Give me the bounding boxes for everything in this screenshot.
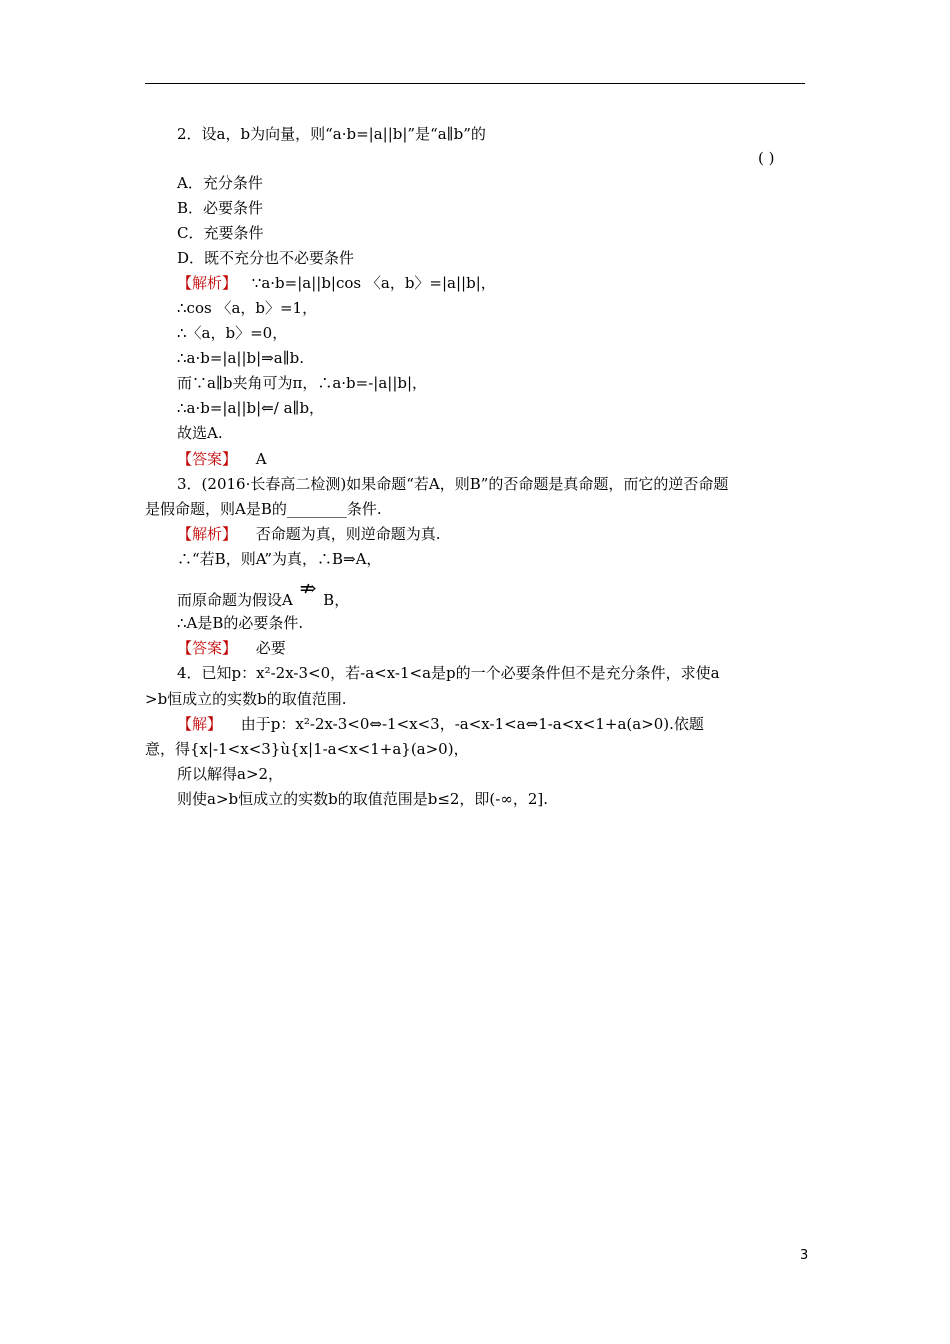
q2-analysis-line-1 — [177, 273, 496, 293]
q4-solution-text-1: 由于p：x²-2x-3<0⇔-1<x<3，-a<x-1<a⇔1-a<x<1+a(a>0).依题 — [240, 715, 704, 733]
q2-answer-value: A — [255, 450, 267, 468]
q3-stem-line-2: 是假命题，则A是B的________条件. — [145, 500, 382, 518]
q2-analysis-line-3: ∴〈a，b〉=0， — [177, 324, 288, 342]
page-number: 3 — [800, 1248, 809, 1263]
q3-analysis-line-3 — [177, 576, 350, 610]
q3-analysis-after-arrow: B， — [323, 591, 350, 609]
q4-solution-line-1 — [177, 714, 704, 734]
q3-analysis-line-2: ∴“若B，则A”为真，∴B⇒A， — [177, 550, 382, 568]
q3-stem-line-1: 3．(2016·长春高二检测)如果命题“若A，则B”的否命题是真命题，而它的逆否命题 — [177, 475, 729, 493]
q2-answer-line — [177, 449, 267, 469]
q4-solution-tag: 【解】 — [177, 715, 223, 733]
q4-stem-line-1: 4．已知p：x²-2x-3<0，若-a<x-1<a是p的一个必要条件但不是充分条件，求使a — [177, 664, 720, 682]
q3-analysis-line-4: ∴A是B的必要条件. — [177, 614, 304, 632]
q2-analysis-line-5: 而∵a∥b夹角可为π，∴a·b=-|a||b|， — [177, 374, 428, 392]
q3-analysis-tag: 【解析】 — [177, 525, 238, 543]
q2-analysis-text-1: ∵a·b=|a||b|cos 〈a，b〉=|a||b|， — [251, 274, 496, 292]
q3-answer-value: 必要 — [255, 639, 286, 657]
q2-analysis-line-2: ∴cos 〈a，b〉=1， — [177, 299, 318, 317]
q3-analysis-text-3: 而原命题为假设A — [177, 591, 293, 609]
q2-analysis-tag: 【解析】 — [177, 274, 238, 292]
q2-analysis-line-4: ∴a·b=|a||b|⇒a∥b. — [177, 349, 304, 367]
q3-answer-line — [177, 638, 286, 658]
q3-answer-tag: 【答案】 — [177, 639, 238, 657]
q2-analysis-line-6: ∴a·b=|a||b|⇐/ a∥b， — [177, 399, 325, 417]
q2-option-a: A．充分条件 — [177, 174, 263, 192]
q4-solution-line-3: 所以解得a>2， — [177, 765, 284, 783]
q2-option-c: C．充要条件 — [177, 224, 264, 242]
q2-analysis-line-7: 故选A. — [177, 424, 223, 442]
q2-option-d: D．既不充分也不必要条件 — [177, 249, 355, 267]
q3-analysis-text-1: 否命题为真，则逆命题为真. — [255, 525, 441, 543]
q2-stem: 2．设a，b为向量，则“a·b=|a||b|”是“a∥b”的 — [177, 125, 486, 143]
not-implies-icon: ⇏ — [299, 576, 317, 600]
q2-answer-paren: ( ) — [758, 149, 775, 167]
header-rule — [145, 83, 805, 84]
q3-analysis-line-1 — [177, 524, 441, 544]
q4-solution-line-4: 则使a>b恒成立的实数b的取值范围是b≤2，即(-∞，2]. — [177, 790, 549, 808]
q2-answer-tag: 【答案】 — [177, 450, 238, 468]
q4-solution-line-2: 意，得{x|-1<x<3}ù{x|1-a<x<1+a}(a>0)， — [145, 740, 469, 758]
q2-option-b: B．必要条件 — [177, 199, 264, 217]
q4-stem-line-2: >b恒成立的实数b的取值范围. — [145, 690, 347, 708]
